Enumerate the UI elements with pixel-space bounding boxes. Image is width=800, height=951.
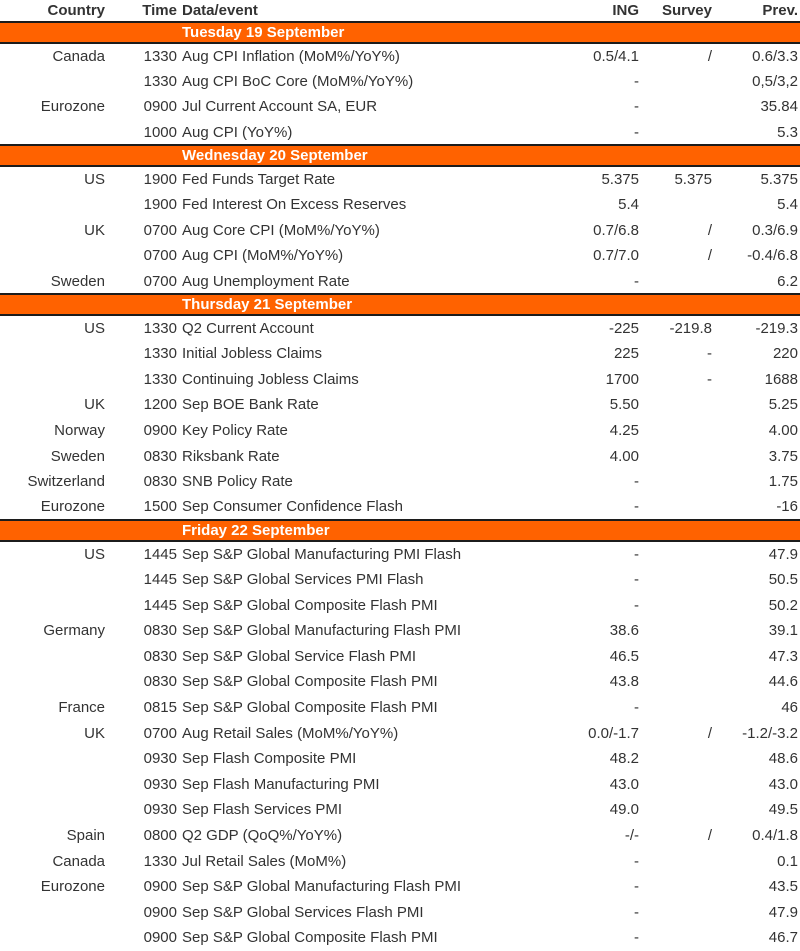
ing-value-cell: 0.7/7.0 (593, 247, 639, 265)
event-cell: Sep BOE Bank Rate (182, 396, 319, 414)
event-cell: Sep Flash Composite PMI (182, 750, 357, 768)
prev-value-cell: -0.4/6.8 (747, 247, 798, 265)
prev-value-cell: -1.2/-3.2 (742, 724, 798, 742)
prev-value-cell: 47.9 (768, 903, 798, 921)
survey-value-cell: / (707, 47, 712, 65)
day-section-title: Thursday 21 September (0, 294, 800, 315)
day-section-title: Tuesday 19 September (0, 22, 800, 43)
time-cell: 0900 (143, 422, 177, 440)
country-cell (0, 771, 105, 797)
event-cell: Initial Jobless Claims (182, 345, 323, 363)
event-row (0, 592, 800, 618)
survey-value-cell (641, 469, 714, 495)
country-cell: UK (84, 724, 105, 742)
time-cell: 0930 (143, 775, 177, 793)
prev-value-cell: 49.5 (768, 801, 798, 819)
event-cell: Sep S&P Global Manufacturing Flash PMI (182, 878, 462, 896)
survey-value-cell (641, 925, 714, 951)
event-row (0, 469, 800, 495)
country-cell: Sweden (50, 447, 105, 465)
survey-value-cell (641, 69, 714, 95)
country-cell: Canada (52, 47, 105, 65)
time-cell: 0830 (143, 647, 177, 665)
ing-value-cell: - (634, 878, 639, 896)
event-cell: Aug Retail Sales (MoM%/YoY%) (182, 724, 399, 742)
event-cell: Aug CPI (MoM%/YoY%) (182, 247, 344, 265)
day-section-band (0, 22, 800, 43)
survey-value-cell (641, 618, 714, 644)
country-cell (0, 341, 105, 367)
time-cell: 0830 (143, 622, 177, 640)
event-row (0, 495, 800, 521)
event-row (0, 192, 800, 218)
country-cell: France (58, 698, 105, 716)
event-cell: Sep Flash Services PMI (182, 801, 343, 819)
event-row (0, 341, 800, 367)
time-cell: 0900 (143, 878, 177, 896)
ing-value-cell: -/- (624, 826, 639, 844)
survey-value-cell: -219.8 (669, 320, 712, 338)
survey-value-cell: / (707, 724, 712, 742)
event-cell: Sep S&P Global Service Flash PMI (182, 647, 416, 665)
time-cell: 0900 (143, 98, 177, 116)
ing-value-cell: - (634, 852, 639, 870)
country-cell: UK (84, 221, 105, 239)
country-cell: Eurozone (40, 878, 105, 896)
event-row (0, 43, 800, 69)
time-cell: 0900 (143, 903, 177, 921)
day-section-title: Friday 22 September (0, 520, 800, 541)
prev-value-cell: 0.3/6.9 (752, 221, 798, 239)
survey-value-cell: 5.375 (674, 171, 712, 189)
ing-value-cell: - (634, 98, 639, 116)
event-row (0, 720, 800, 746)
survey-value-cell: - (707, 345, 712, 363)
country-cell: Canada (52, 852, 105, 870)
prev-value-cell: 48.6 (768, 750, 798, 768)
country-cell: Norway (54, 422, 105, 440)
survey-value-cell (641, 192, 714, 218)
time-cell: 0900 (143, 929, 177, 947)
prev-value-cell: 46 (781, 698, 798, 716)
column-header-ing: ING (612, 2, 639, 19)
ing-value-cell: - (634, 929, 639, 947)
time-cell: 0930 (143, 750, 177, 768)
column-header-prev: Prev. (762, 2, 798, 19)
time-cell: 1330 (143, 47, 177, 65)
event-cell: Riksbank Rate (182, 447, 280, 465)
country-cell: Germany (43, 622, 105, 640)
event-row (0, 443, 800, 469)
country-cell: Eurozone (40, 498, 105, 516)
prev-value-cell: 50.2 (768, 596, 798, 614)
ing-value-cell: 46.5 (609, 647, 639, 665)
survey-value-cell (641, 495, 714, 521)
ing-value-cell: - (634, 72, 639, 90)
time-cell: 0700 (143, 247, 177, 265)
country-cell (0, 669, 105, 695)
event-cell: Jul Current Account SA, EUR (182, 98, 378, 116)
event-row (0, 899, 800, 925)
event-row (0, 746, 800, 772)
time-cell: 0930 (143, 801, 177, 819)
event-cell: Jul Retail Sales (MoM%) (182, 852, 347, 870)
event-row (0, 218, 800, 244)
country-cell (0, 69, 105, 95)
ing-value-cell: 4.00 (609, 447, 639, 465)
prev-value-cell: 0.6/3.3 (752, 47, 798, 65)
time-cell: 1445 (143, 596, 177, 614)
survey-value-cell (641, 695, 714, 721)
time-cell: 0815 (143, 698, 177, 716)
column-header-country: Country (47, 2, 105, 19)
event-row (0, 94, 800, 120)
prev-value-cell: 39.1 (768, 622, 798, 640)
ing-value-cell: 5.4 (618, 196, 639, 214)
event-row (0, 418, 800, 444)
ing-value-cell: 0.7/6.8 (593, 221, 639, 239)
ing-value-cell: - (634, 272, 639, 290)
event-cell: Sep S&P Global Services Flash PMI (182, 903, 424, 921)
prev-value-cell: 4.00 (768, 422, 798, 440)
prev-value-cell: 47.9 (768, 545, 798, 563)
event-cell: Sep S&P Global Manufacturing Flash PMI (182, 622, 462, 640)
prev-value-cell: 43.5 (768, 878, 798, 896)
ing-value-cell: - (634, 903, 639, 921)
country-cell (0, 192, 105, 218)
event-row (0, 69, 800, 95)
calendar-header-row (0, 0, 800, 22)
prev-value-cell: 0.4/1.8 (752, 826, 798, 844)
survey-value-cell (641, 797, 714, 823)
event-row (0, 367, 800, 393)
country-cell: US (84, 545, 105, 563)
time-cell: 1330 (143, 320, 177, 338)
ing-value-cell: 43.8 (609, 673, 639, 691)
event-row (0, 643, 800, 669)
ing-value-cell: - (634, 123, 639, 141)
ing-value-cell: 0.0/-1.7 (588, 724, 639, 742)
event-row (0, 166, 800, 192)
event-row (0, 925, 800, 951)
survey-value-cell (641, 120, 714, 146)
event-cell: Sep S&P Global Composite Flash PMI (182, 929, 438, 947)
event-row (0, 669, 800, 695)
event-cell: Aug Core CPI (MoM%/YoY%) (182, 221, 380, 239)
survey-value-cell: - (707, 370, 712, 388)
survey-value-cell (641, 94, 714, 120)
ing-value-cell: 49.0 (609, 801, 639, 819)
country-cell (0, 746, 105, 772)
prev-value-cell: 1688 (764, 370, 798, 388)
survey-value-cell: / (707, 826, 712, 844)
event-row (0, 567, 800, 593)
calendar-table-body (0, 22, 800, 951)
event-cell: Sep S&P Global Composite Flash PMI (182, 673, 438, 691)
event-cell: Sep S&P Global Services PMI Flash (182, 570, 424, 588)
time-cell: 0700 (143, 724, 177, 742)
time-cell: 0800 (143, 826, 177, 844)
event-cell: Q2 Current Account (182, 320, 314, 338)
time-cell: 1900 (143, 196, 177, 214)
event-row (0, 269, 800, 295)
prev-value-cell: 220 (772, 345, 798, 363)
survey-value-cell (641, 567, 714, 593)
event-cell: Aug CPI Inflation (MoM%/YoY%) (182, 47, 400, 65)
survey-value-cell (641, 541, 714, 567)
ing-value-cell: - (634, 545, 639, 563)
column-header-time: Time (142, 2, 177, 19)
survey-value-cell (641, 746, 714, 772)
prev-value-cell: 3.75 (768, 447, 798, 465)
country-cell: Sweden (50, 272, 105, 290)
country-cell (0, 925, 105, 951)
time-cell: 1445 (143, 545, 177, 563)
day-section-band (0, 520, 800, 541)
country-cell: Spain (66, 826, 105, 844)
event-row (0, 771, 800, 797)
time-cell: 0700 (143, 272, 177, 290)
ing-value-cell: - (634, 596, 639, 614)
ing-value-cell: - (634, 473, 639, 491)
prev-value-cell: -16 (776, 498, 798, 516)
event-cell: Sep S&P Global Composite Flash PMI (182, 596, 438, 614)
ing-value-cell: 4.25 (609, 422, 639, 440)
country-cell: US (84, 320, 105, 338)
time-cell: 1330 (143, 345, 177, 363)
survey-value-cell (641, 418, 714, 444)
survey-value-cell (641, 592, 714, 618)
day-section-band (0, 294, 800, 315)
time-cell: 1000 (143, 123, 177, 141)
prev-value-cell: 35.84 (760, 98, 798, 116)
time-cell: 1900 (143, 171, 177, 189)
event-row (0, 541, 800, 567)
prev-value-cell: -219.3 (755, 320, 798, 338)
time-cell: 1445 (143, 570, 177, 588)
country-cell (0, 643, 105, 669)
ing-value-cell: 48.2 (609, 750, 639, 768)
ing-value-cell: 38.6 (609, 622, 639, 640)
prev-value-cell: 6.2 (777, 272, 798, 290)
prev-value-cell: 50.5 (768, 570, 798, 588)
country-cell (0, 567, 105, 593)
prev-value-cell: 5.375 (760, 171, 798, 189)
time-cell: 1500 (143, 498, 177, 516)
event-cell: Sep S&P Global Manufacturing PMI Flash (182, 545, 462, 563)
time-cell: 0830 (143, 473, 177, 491)
event-cell: Continuing Jobless Claims (182, 370, 359, 388)
country-cell: UK (84, 396, 105, 414)
ing-value-cell: 0.5/4.1 (593, 47, 639, 65)
event-cell: Aug Unemployment Rate (182, 272, 350, 290)
event-row (0, 392, 800, 418)
event-cell: Q2 GDP (QoQ%/YoY%) (182, 826, 343, 844)
event-cell: Sep Flash Manufacturing PMI (182, 775, 380, 793)
column-header-event: Data/event (182, 2, 258, 19)
event-cell: Aug CPI BoC Core (MoM%/YoY%) (182, 72, 414, 90)
event-row (0, 848, 800, 874)
event-cell: Sep Consumer Confidence Flash (182, 498, 403, 516)
country-cell (0, 592, 105, 618)
event-row (0, 695, 800, 721)
ing-value-cell: - (634, 698, 639, 716)
event-row (0, 243, 800, 269)
survey-value-cell (641, 669, 714, 695)
event-row (0, 120, 800, 146)
event-row (0, 315, 800, 341)
ing-value-cell: 5.375 (601, 171, 639, 189)
time-cell: 1200 (143, 396, 177, 414)
event-row (0, 797, 800, 823)
time-cell: 0700 (143, 221, 177, 239)
day-section-title: Wednesday 20 September (0, 145, 800, 166)
prev-value-cell: 47.3 (768, 647, 798, 665)
ing-value-cell: 43.0 (609, 775, 639, 793)
event-cell: Key Policy Rate (182, 422, 288, 440)
prev-value-cell: 0,5/3,2 (752, 72, 798, 90)
survey-value-cell (641, 269, 714, 295)
event-cell: Fed Funds Target Rate (182, 171, 336, 189)
event-row (0, 618, 800, 644)
prev-value-cell: 44.6 (768, 673, 798, 691)
time-cell: 0830 (143, 447, 177, 465)
prev-value-cell: 46.7 (768, 929, 798, 947)
prev-value-cell: 1.75 (768, 473, 798, 491)
time-cell: 1330 (143, 72, 177, 90)
event-row (0, 874, 800, 900)
ing-value-cell: 5.50 (609, 396, 639, 414)
prev-value-cell: 5.25 (768, 396, 798, 414)
survey-value-cell (641, 392, 714, 418)
ing-value-cell: - (634, 570, 639, 588)
event-row (0, 823, 800, 849)
event-cell: SNB Policy Rate (182, 473, 293, 491)
time-cell: 0830 (143, 673, 177, 691)
survey-value-cell (641, 874, 714, 900)
survey-value-cell (641, 443, 714, 469)
country-cell (0, 797, 105, 823)
country-cell: US (84, 171, 105, 189)
survey-value-cell: / (707, 221, 712, 239)
event-cell: Sep S&P Global Composite Flash PMI (182, 698, 438, 716)
country-cell (0, 243, 105, 269)
survey-value-cell: / (707, 247, 712, 265)
prev-value-cell: 43.0 (768, 775, 798, 793)
time-cell: 1330 (143, 370, 177, 388)
event-cell: Fed Interest On Excess Reserves (182, 196, 407, 214)
survey-value-cell (641, 848, 714, 874)
ing-value-cell: - (634, 498, 639, 516)
survey-value-cell (641, 643, 714, 669)
survey-value-cell (641, 771, 714, 797)
country-cell: Eurozone (40, 98, 105, 116)
event-cell: Aug CPI (YoY%) (182, 123, 293, 141)
country-cell (0, 367, 105, 393)
column-header-survey: Survey (661, 2, 712, 19)
country-cell (0, 899, 105, 925)
prev-value-cell: 0.1 (777, 852, 798, 870)
country-cell: Switzerland (27, 473, 105, 491)
survey-value-cell (641, 899, 714, 925)
ing-value-cell: -225 (608, 320, 639, 338)
prev-value-cell: 5.4 (777, 196, 798, 214)
ing-value-cell: 225 (613, 345, 639, 363)
time-cell: 1330 (143, 852, 177, 870)
day-section-band (0, 145, 800, 166)
prev-value-cell: 5.3 (777, 123, 798, 141)
ing-value-cell: 1700 (605, 370, 639, 388)
country-cell (0, 120, 105, 146)
